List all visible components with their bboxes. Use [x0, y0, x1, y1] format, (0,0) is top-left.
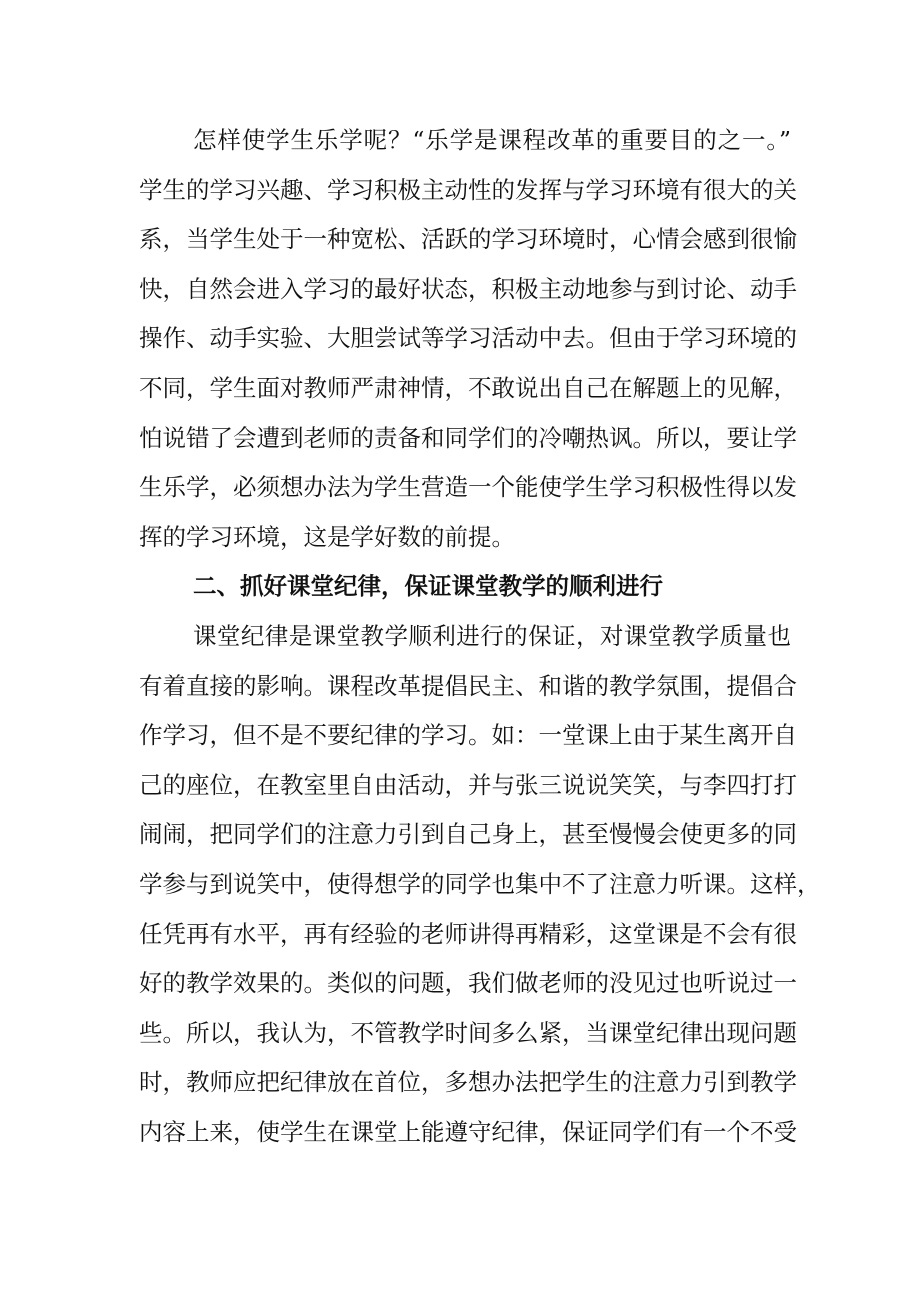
paragraph-line: 闹闹，把同学们的注意力引到自己身上，甚至慢慢会使更多的同 — [139, 820, 797, 849]
paragraph-line: 系，当学生处于一种宽松、活跃的学习环境时，心情会感到很愉 — [139, 225, 797, 254]
paragraph-line: 些。所以，我认为，不管教学时间多么紧，当课堂纪律出现问题 — [139, 1018, 797, 1047]
paragraph-line: 不同，学生面对教师严肃神情，不敢说出自己在解题上的见解， — [139, 373, 797, 402]
section-heading: 二、抓好课堂纪律，保证课堂教学的顺利进行 — [193, 572, 663, 601]
paragraph-line: 学参与到说笑中，使得想学的同学也集中不了注意力听课。这样， — [139, 869, 821, 898]
paragraph-line: 操作、动手实验、大胆尝试等学习活动中去。但由于学习环境的 — [139, 324, 797, 353]
paragraph-line: 生乐学，必须想办法为学生营造一个能使学生学习积极性得以发 — [139, 473, 797, 502]
document-body — [139, 116, 821, 1157]
paragraph-line: 课堂纪律是课堂教学顺利进行的保证，对课堂教学质量也 — [193, 621, 791, 650]
paragraph-line: 有着直接的影响。课程改革提倡民主、和谐的教学氛围，提倡合 — [139, 671, 797, 700]
paragraph-line: 己的座位，在教室里自由活动，并与张三说说笑笑，与李四打打 — [139, 770, 797, 799]
paragraph-line: 怎样使学生乐学呢？“乐学是课程改革的重要目的之一。” — [193, 126, 791, 154]
paragraph-line: 学生的学习兴趣、学习积极主动性的发挥与学习环境有很大的关 — [139, 175, 797, 204]
paragraph-line: 挥的学习环境，这是学好数的前提。 — [139, 522, 515, 551]
paragraph-line: 时，教师应把纪律放在首位，多想办法把学生的注意力引到教学 — [139, 1068, 797, 1097]
paragraph-line: 快，自然会进入学习的最好状态，积极主动地参与到讨论、动手 — [139, 274, 797, 303]
paragraph-line: 内容上来，使学生在课堂上能遵守纪律，保证同学们有一个不受 — [139, 1117, 797, 1146]
paragraph-line: 作学习，但不是不要纪律的学习。如：一堂课上由于某生离开自 — [139, 721, 797, 750]
paragraph-line: 怕说错了会遭到老师的责备和同学们的冷嘲热讽。所以，要让学 — [139, 423, 797, 452]
paragraph-line: 任凭再有水平，再有经验的老师讲得再精彩，这堂课是不会有很 — [139, 919, 797, 948]
paragraph-line: 好的教学效果的。类似的问题，我们做老师的没见过也听说过一 — [139, 969, 797, 998]
